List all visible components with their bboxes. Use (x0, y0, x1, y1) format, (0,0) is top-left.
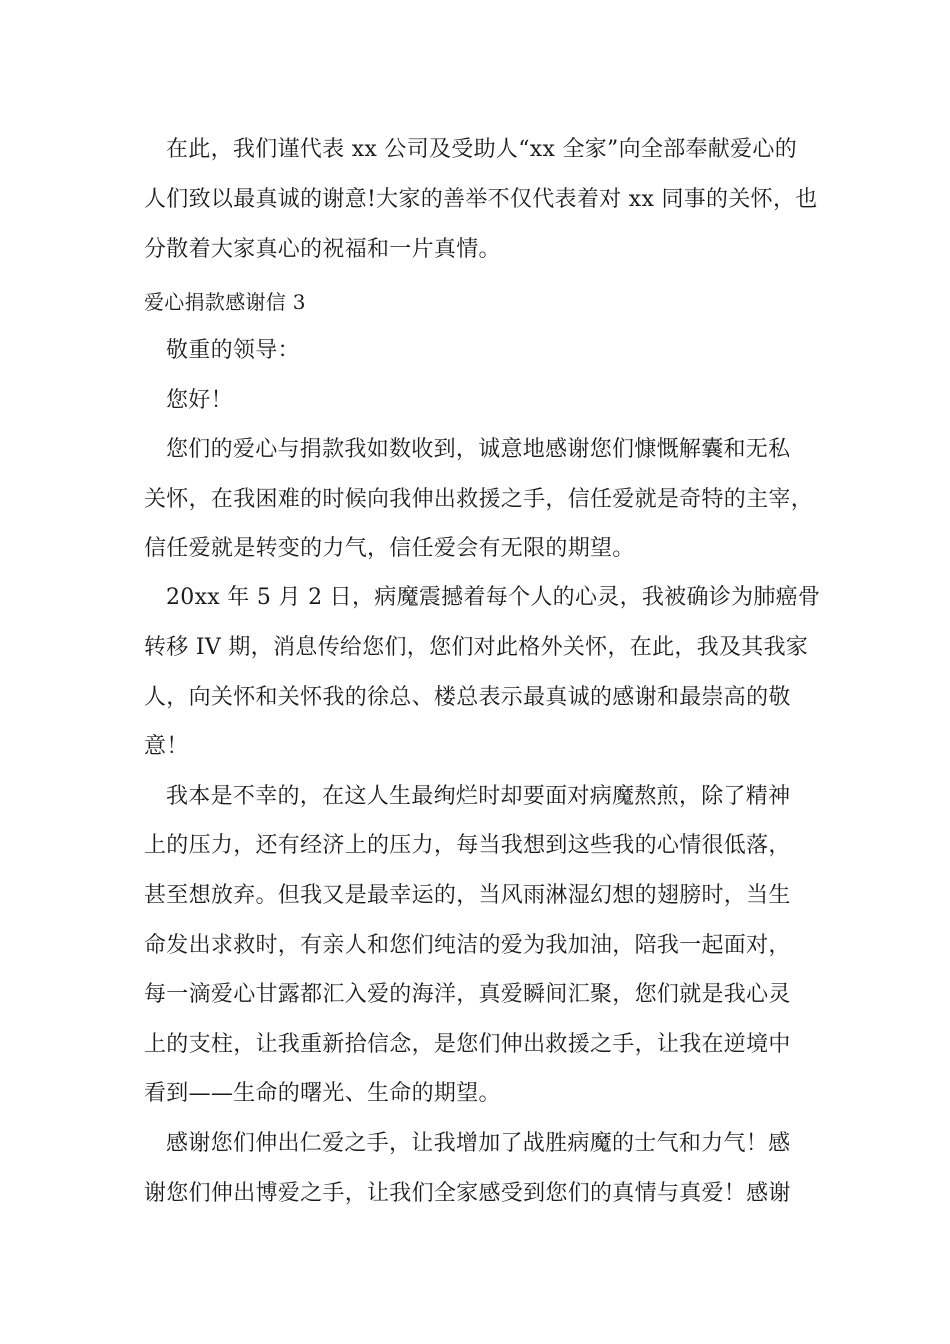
greeting: 您好！ (166, 388, 233, 413)
text-line: 我本是不幸的，在这人生最绚烂时却要面对病魔熬煎，除了精神 (166, 784, 791, 809)
text-line: 在此，我们谨代表 xx 公司及受助人“xx 全家”向全部奉献爱心的 (166, 137, 798, 162)
text-line: 转移 IV 期，消息传给您们，您们对此格外关怀，在此，我及其我家 (144, 635, 809, 660)
section-heading: 爱心捐款感谢信 3 (144, 290, 306, 314)
text-line: 上的压力，还有经济上的压力，每当我想到这些我的心情很低落， (144, 833, 791, 858)
text-line: 意！ (144, 734, 189, 759)
text-line: 每一滴爱心甘露都汇入爱的海洋，真爱瞬间汇聚，您们就是我心灵 (144, 982, 791, 1007)
text-line: 关怀，在我困难的时候向我伸出救援之手，信任爱就是奇特的主宰， (144, 487, 814, 512)
text-line: 人们致以最真诚的谢意!大家的善举不仅代表着对 xx 同事的关怀，也 (144, 187, 818, 212)
text-line: 谢您们伸出博爱之手，让我们全家感受到您们的真情与真爱！感谢 (144, 1181, 791, 1206)
salutation: 敬重的领导： (166, 338, 300, 363)
text-line: 分散着大家真心的祝福和一片真情。 (144, 237, 501, 262)
text-line: 20xx 年 5 月 2 日，病魔震撼着每个人的心灵，我被确诊为肺癌骨 (166, 585, 821, 610)
text-line: 人，向关怀和关怀我的徐总、楼总表示最真诚的感谢和最崇高的敬 (144, 685, 791, 710)
text-line: 感谢您们伸出仁爱之手，让我增加了战胜病魔的士气和力气！感 (166, 1131, 791, 1156)
text-line: 上的支柱，让我重新拾信念，是您们伸出救援之手，让我在逆境中 (144, 1032, 791, 1057)
text-line: 看到——生命的曙光、生命的期望。 (144, 1081, 501, 1106)
text-line: 命发出求救时，有亲人和您们纯洁的爱为我加油，陪我一起面对， (144, 933, 791, 958)
text-line: 您们的爱心与捐款我如数收到，诚意地感谢您们慷慨解囊和无私 (166, 437, 791, 462)
text-line: 甚至想放弃。但我又是最幸运的，当风雨淋湿幻想的翅膀时，当生 (144, 883, 791, 908)
text-line: 信任爱就是转变的力气，信任爱会有无限的期望。 (144, 536, 635, 561)
